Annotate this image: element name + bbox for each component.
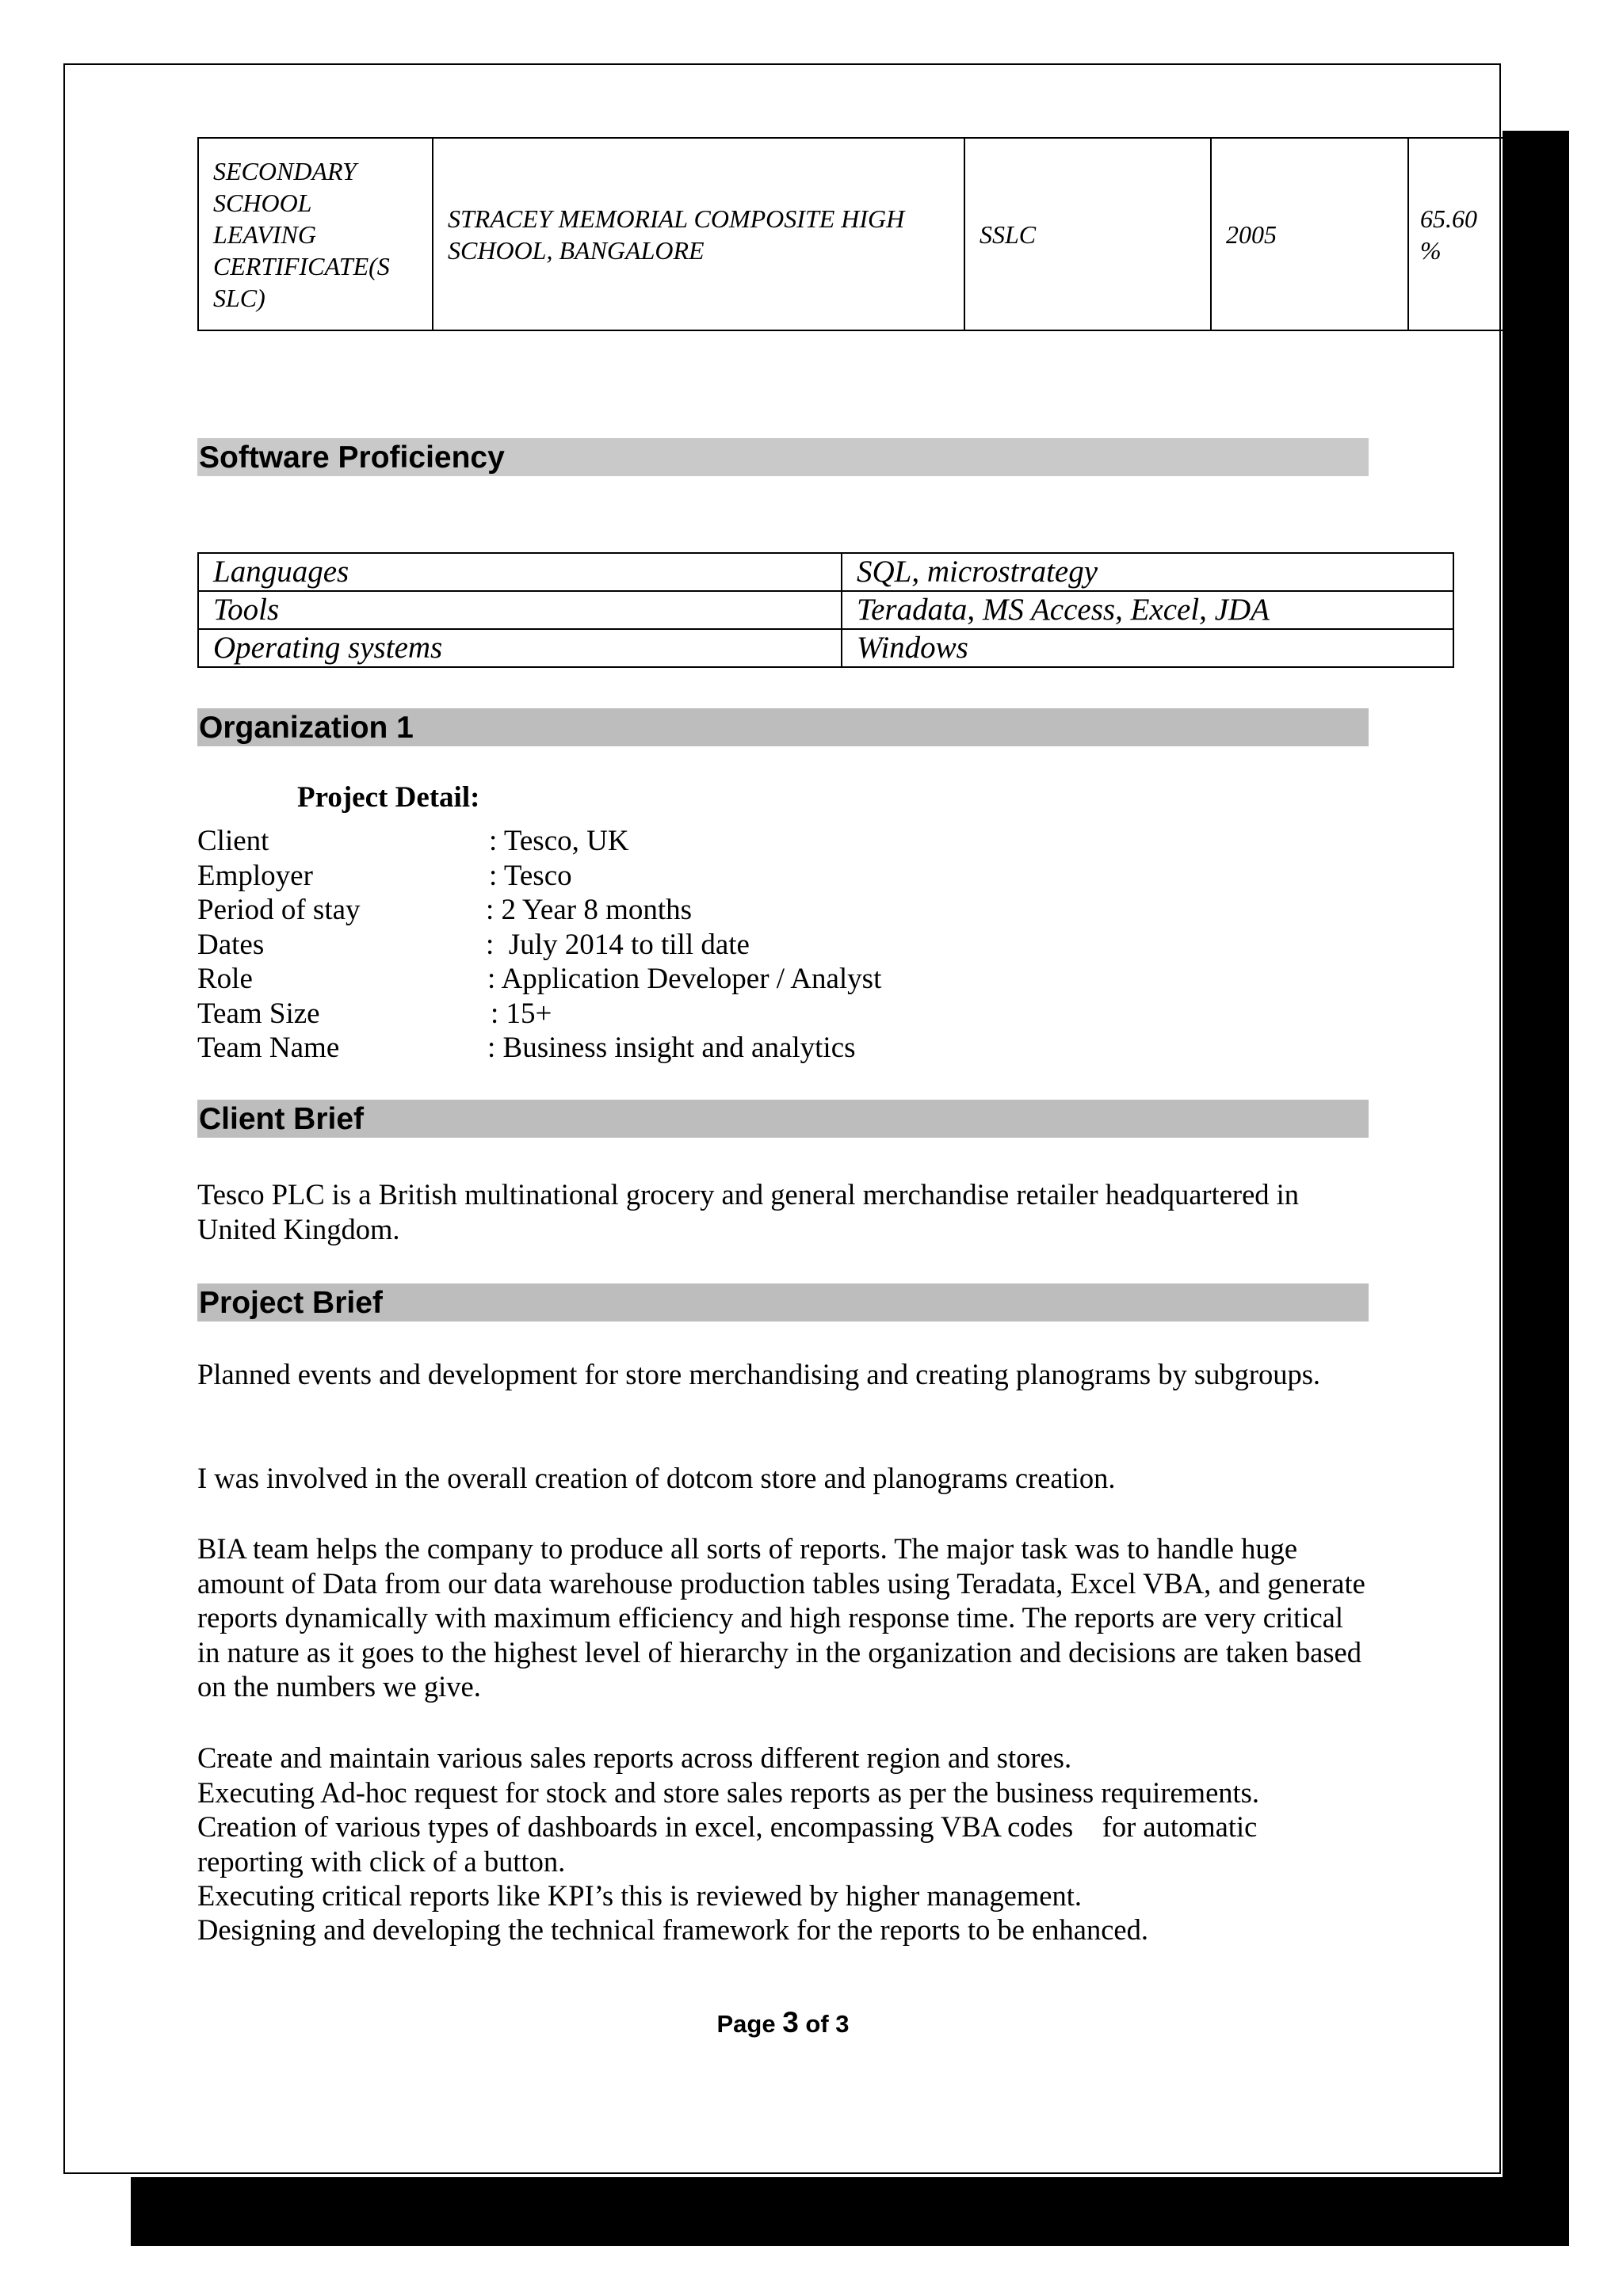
page-shadow-right	[1503, 131, 1569, 2246]
edu-board: SSLC	[964, 138, 1211, 330]
detail-value: : 15+	[491, 997, 552, 1030]
detail-value: : Tesco	[489, 860, 572, 892]
edu-qualification: SECONDARY SCHOOL LEAVING CERTIFICATE(S SLC)	[198, 138, 433, 330]
edu-percentage: 65.60 %	[1408, 138, 1505, 330]
edu-year: 2005	[1211, 138, 1408, 330]
edu-institution: STRACEY MEMORIAL COMPOSITE HIGH SCHOOL, BANGALORE	[433, 138, 964, 330]
detail-label: Team Size	[197, 997, 320, 1030]
detail-row	[197, 859, 572, 894]
client-brief-text: Tesco PLC is a British multinational grocery and general merchandise retailer headquartered in United Kingdom.	[197, 1178, 1300, 1245]
project-brief-line: Create and maintain various sales reports across different region and stores.	[197, 1741, 1072, 1774]
detail-value: : 2 Year 8 months	[486, 894, 693, 926]
detail-label: Dates	[197, 929, 265, 961]
page-suffix: of 3	[798, 2010, 850, 2038]
detail-label: Client	[197, 825, 269, 857]
detail-label: Role	[197, 963, 253, 995]
detail-value: : Application Developer / Analyst	[487, 963, 882, 995]
software-value: SQL, microstrategy	[842, 553, 1453, 591]
section-heading-client-brief: Client Brief	[197, 1100, 1369, 1138]
detail-row	[197, 824, 629, 859]
detail-row	[197, 1031, 856, 1066]
education-table	[197, 137, 1506, 331]
software-label: Tools	[198, 591, 842, 629]
page-shadow-bottom	[131, 2177, 1569, 2246]
table-row	[198, 591, 1453, 629]
project-brief-line: Executing Ad-hoc request for stock and store sales reports as per the business requirements.	[197, 1776, 1259, 1809]
page-number	[0, 2006, 1566, 2039]
page-current: 3	[782, 2006, 799, 2039]
detail-value: : July 2014 to till date	[486, 929, 750, 961]
detail-value: : Business insight and analytics	[487, 1032, 856, 1064]
software-label: Operating systems	[198, 629, 842, 667]
table-row	[198, 553, 1453, 591]
detail-row	[197, 962, 881, 997]
detail-label: Team Name	[197, 1032, 340, 1064]
section-heading-software: Software Proficiency	[197, 438, 1369, 476]
software-label: Languages	[198, 553, 842, 591]
project-brief-line: Executing critical reports like KPI’s this is reviewed by higher management.	[197, 1879, 1082, 1912]
detail-label: Period of stay	[197, 894, 361, 926]
detail-label: Employer	[197, 860, 313, 892]
section-heading-organization: Organization 1	[197, 708, 1369, 746]
detail-row	[197, 928, 750, 963]
project-brief-line: Designing and developing the technical framework for the reports to be enhanced.	[197, 1913, 1149, 1946]
table-row	[198, 138, 1505, 330]
detail-row	[197, 893, 692, 928]
project-detail-heading: Project Detail:	[297, 781, 480, 814]
detail-value: : Tesco, UK	[489, 825, 629, 857]
page-prefix: Page	[716, 2010, 783, 2038]
software-value: Windows	[842, 629, 1453, 667]
project-brief-paragraph: Planned events and development for store merchandising and creating planograms by subgroups.	[197, 1358, 1321, 1390]
table-row	[198, 629, 1453, 667]
project-brief-line: Creation of various types of dashboards in excel, encompassing VBA codes for automatic reporting with click of a button.	[197, 1810, 1265, 1878]
detail-row	[197, 997, 552, 1032]
section-heading-project-brief: Project Brief	[197, 1283, 1369, 1322]
software-table	[197, 552, 1454, 668]
software-value: Teradata, MS Access, Excel, JDA	[842, 591, 1453, 629]
project-brief-paragraph: BIA team helps the company to produce all sorts of reports. The major task was to handle huge amount of Data from our data warehouse production tables using Teradata, Excel VBA, and generate reports dynamically with maximum efficiency and high response time. The reports are very critical in nature as it goes to the highest level of hierarchy in the organization and decisions are taken based on the numbers we give.	[197, 1532, 1365, 1703]
project-brief-paragraph: I was involved in the overall creation of dotcom store and planograms creation.	[197, 1462, 1116, 1494]
